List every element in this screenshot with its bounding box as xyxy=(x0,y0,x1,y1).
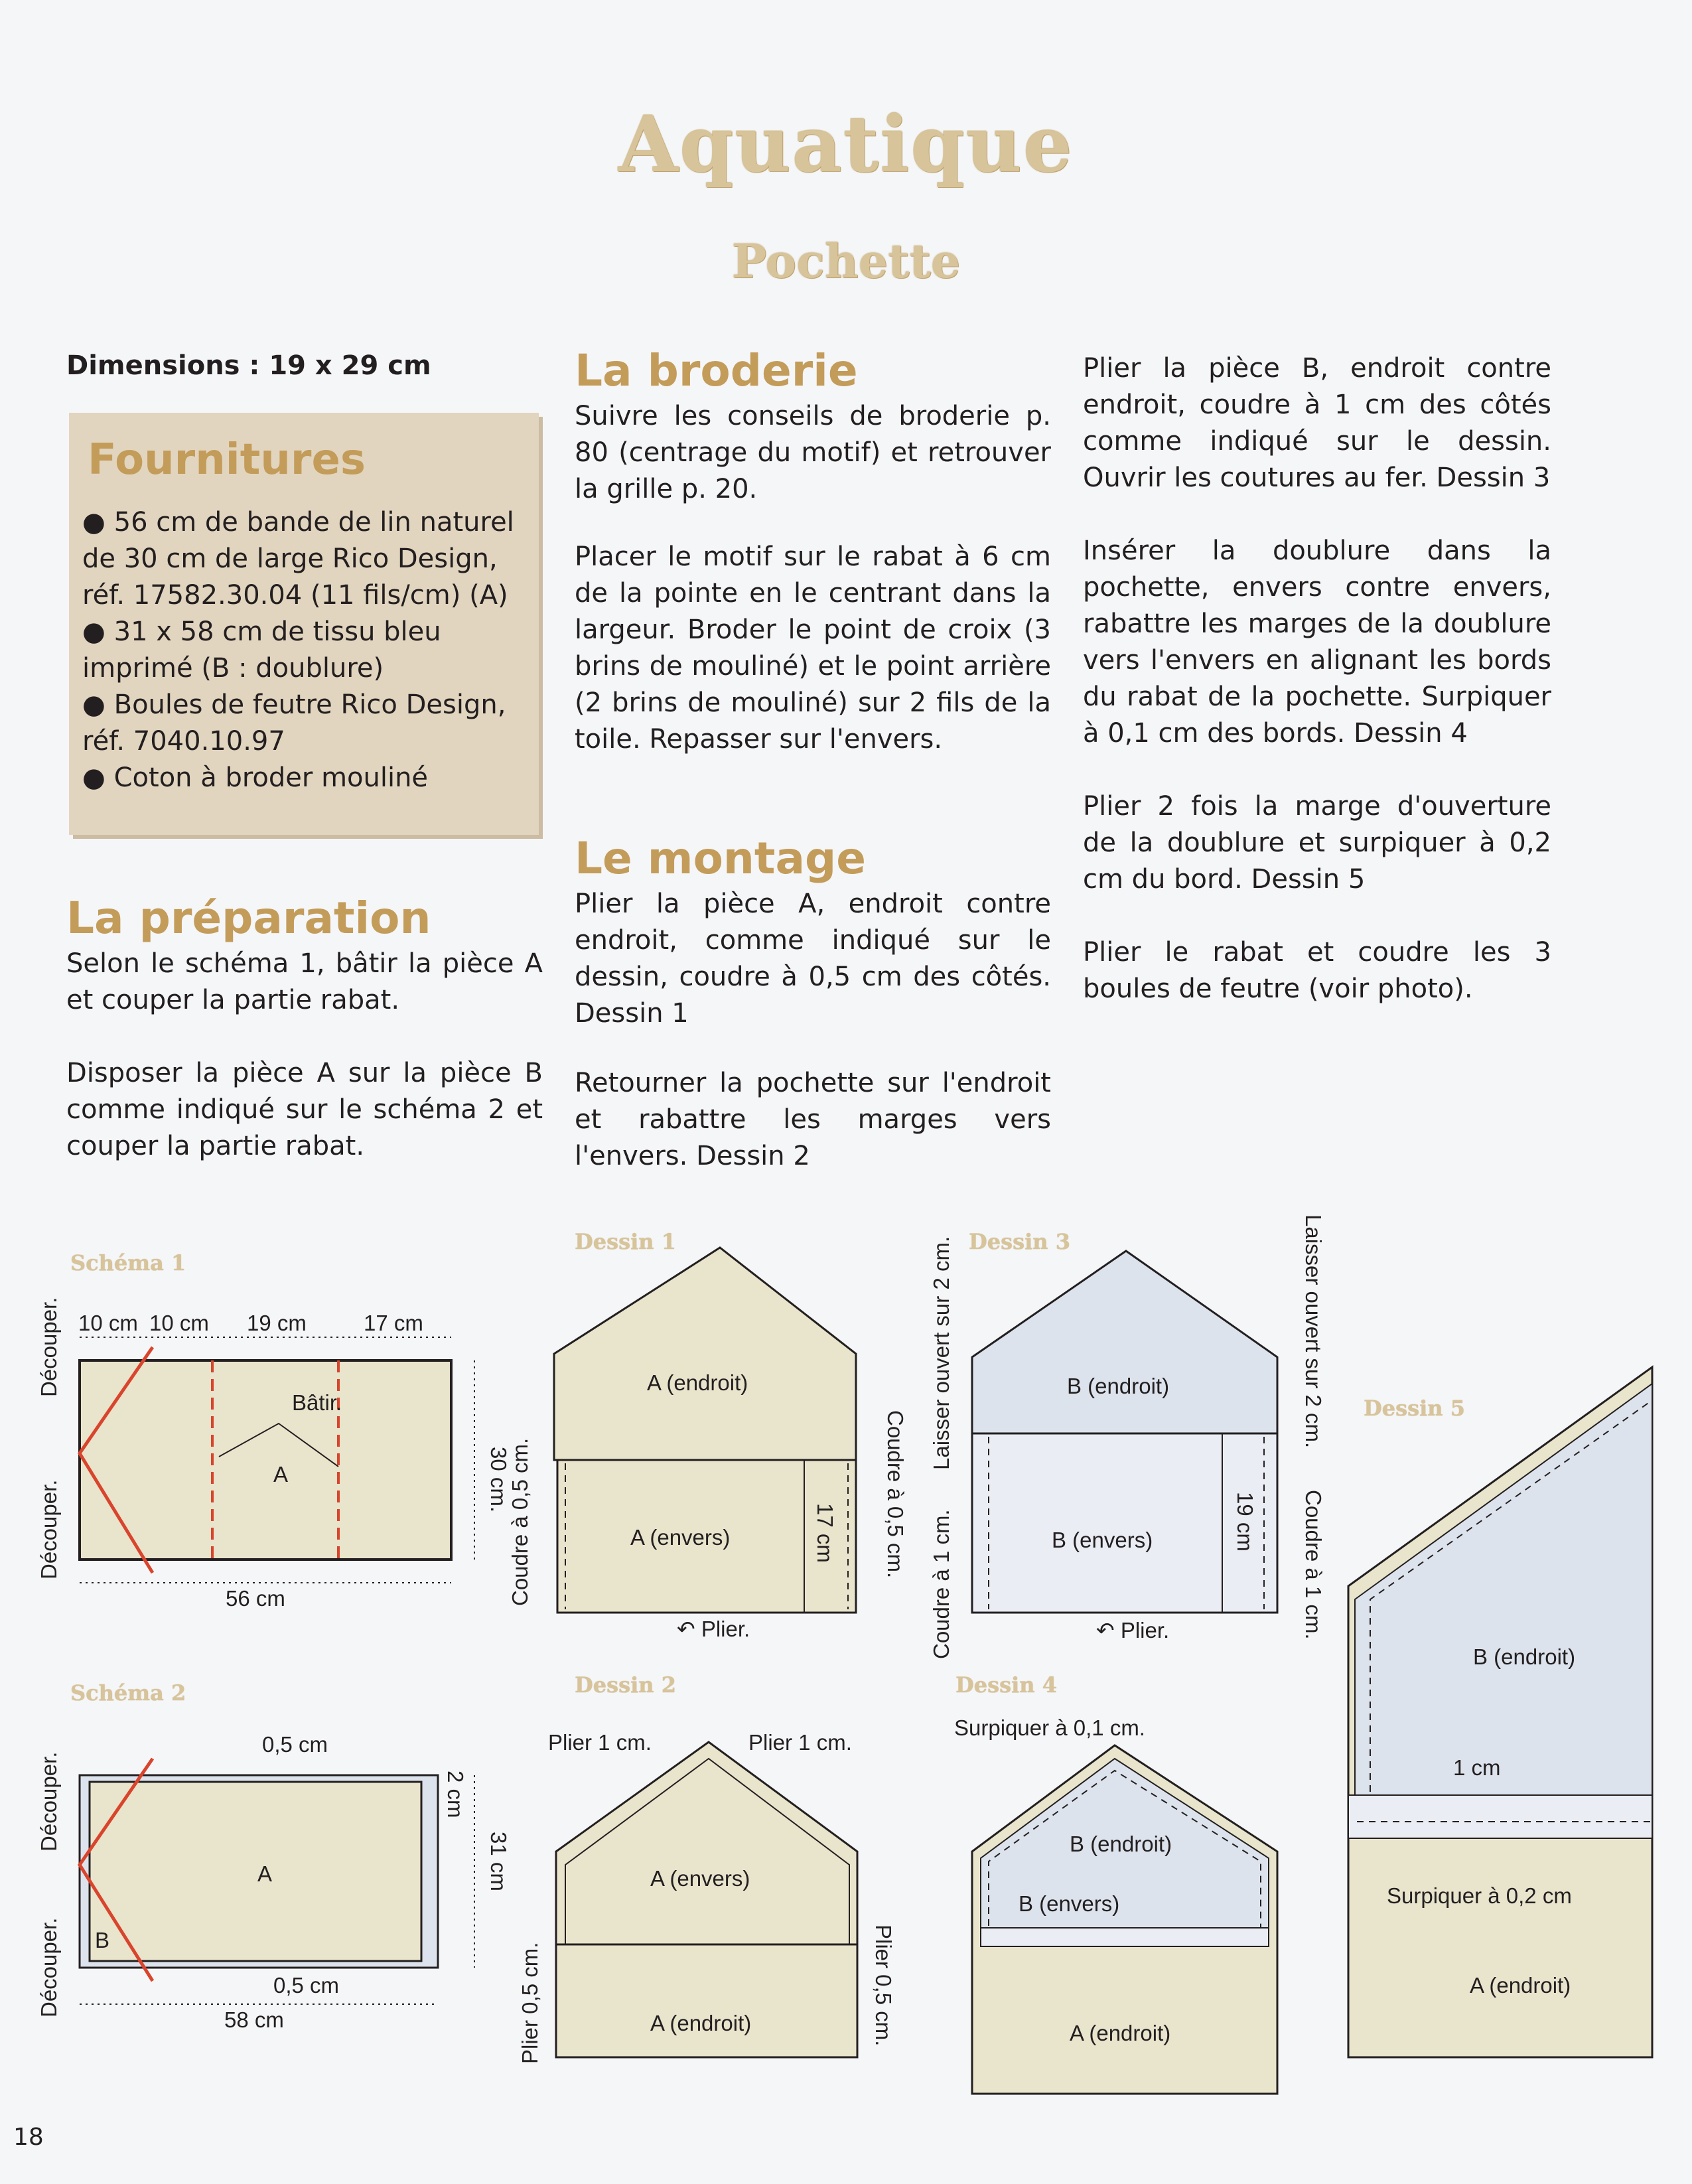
dessin3-title: Dessin 3 xyxy=(969,1229,1070,1254)
schema1-m1: 10 cm xyxy=(78,1311,138,1335)
schema2-height: 31 cm xyxy=(486,1832,511,1891)
schema1-m2: 10 cm xyxy=(149,1311,209,1335)
schema1-piece: A xyxy=(273,1462,289,1487)
fournitures-heading: Fournitures xyxy=(88,435,366,484)
dessin5-title: Dessin 5 xyxy=(1364,1396,1465,1421)
preparation-p2: Disposer la pièce A sur la pièce B comme indiqué sur le schéma 2 et couper la partie rabat. xyxy=(66,1058,543,1161)
dessin4-b-endroit: B (endroit) xyxy=(1070,1832,1172,1856)
schema2-top: 0,5 cm xyxy=(262,1732,328,1757)
dessin2-fold-left: Plier 0,5 cm. xyxy=(518,1942,542,2064)
dessin1-title: Dessin 1 xyxy=(575,1229,676,1254)
dessin5-diagram xyxy=(1348,1367,1652,2057)
dessin2-diagram xyxy=(556,1742,857,2057)
dessin1-envers: A (envers) xyxy=(630,1525,731,1550)
schema2-title: Schéma 2 xyxy=(70,1680,186,1706)
preparation-heading: La préparation xyxy=(66,893,431,944)
schema1-width: 56 cm xyxy=(226,1586,285,1611)
schema2-pieceA: A xyxy=(257,1861,273,1886)
dessin3-endroit: B (endroit) xyxy=(1067,1374,1170,1398)
col3-p4: Plier le rabat et coudre les 3 boules de feutre (voir photo). xyxy=(1083,937,1551,1004)
dessin5-b-endroit: B (endroit) xyxy=(1473,1644,1576,1669)
montage-p1: Plier la pièce A, endroit contre endroit, comme indiqué sur le dessin, coudre à 0,5 cm des côtés. Dessin 1 xyxy=(575,889,1051,1029)
page-title: Aquatique xyxy=(618,100,1074,190)
schema2-cut-bottom: Découper. xyxy=(36,1917,61,2017)
dessin4-b-envers: B (envers) xyxy=(1019,1891,1120,1916)
dessin4-a-endroit: A (endroit) xyxy=(1070,2021,1171,2045)
col3-p3: Plier 2 fois la marge d'ouverture de la doublure et surpiquer à 0,2 cm du bord. Dessin 5 xyxy=(1083,791,1551,895)
dessin2-envers: A (envers) xyxy=(650,1866,750,1891)
dessin2-title: Dessin 2 xyxy=(575,1672,676,1698)
dessin1-sew-left: Coudre à 0,5 cm. xyxy=(508,1437,532,1606)
dessin3-diagram xyxy=(972,1251,1277,1613)
fourniture-item: ● 56 cm de bande de lin naturel de 30 cm de large Rico Design, réf. 17582.30.04 (11 fils/cm) (A) xyxy=(82,507,514,611)
dessin3-open-left: Laisser ouvert sur 2 cm. xyxy=(929,1236,953,1470)
schema1-cut-bottom: Découper. xyxy=(36,1479,61,1579)
schema2-pieceB: B xyxy=(95,1928,110,1952)
schema2-width: 58 cm xyxy=(224,2007,284,2032)
fourniture-item: ● Boules de feutre Rico Design, réf. 7040.10.97 xyxy=(82,690,506,757)
schema1-diagram xyxy=(80,1337,474,1583)
schema1-m3: 19 cm xyxy=(247,1311,307,1335)
dessin4-title: Dessin 4 xyxy=(955,1672,1057,1698)
preparation-p1: Selon le schéma 1, bâtir la pièce A et couper la partie rabat. xyxy=(66,948,543,1015)
page-number: 18 xyxy=(13,2124,44,2151)
broderie-heading: La broderie xyxy=(575,345,858,396)
col3-p2: Insérer la doublure dans la pochette, envers contre envers, rabattre les marges de la doublure vers l'envers en alignant les bords du rabat de la pochette. Surpiquer à 0,1 cm des bords. Dessin 4 xyxy=(1083,536,1551,749)
schema2-bottom: 0,5 cm xyxy=(273,1973,340,1998)
page-subtitle: Pochette xyxy=(731,234,961,289)
dessin4-surpiquer: Surpiquer à 0,1 cm. xyxy=(954,1715,1145,1740)
dessin5-a-endroit: A (endroit) xyxy=(1470,1973,1571,1998)
schema2-side: 2 cm xyxy=(443,1771,468,1818)
dessin1-diagram xyxy=(554,1248,856,1613)
dessin2-fold-right: Plier 0,5 cm. xyxy=(871,1925,896,2047)
dessin1-endroit: A (endroit) xyxy=(647,1370,748,1395)
dessin3-envers: B (envers) xyxy=(1052,1528,1153,1552)
dessin3-fold: ↶ Plier. xyxy=(1096,1618,1170,1642)
schema1-baste: Bâtir. xyxy=(292,1390,342,1415)
dessin5-cm: 1 cm xyxy=(1453,1755,1501,1780)
dessin3-open-right: Laisser ouvert sur 2 cm. xyxy=(1301,1214,1326,1449)
dessin1-fold: ↶ Plier. xyxy=(677,1617,750,1641)
schema1-title: Schéma 1 xyxy=(70,1250,186,1275)
dessin3-sew-left: Coudre à 1 cm. xyxy=(929,1509,953,1659)
dessin1-sew-right: Coudre à 0,5 cm. xyxy=(883,1410,908,1579)
col3-p1: Plier la pièce B, endroit contre endroit, coudre à 1 cm des côtés comme indiqué sur le dessin. Ouvrir les coutures au fer. Dessin 3 xyxy=(1083,353,1551,493)
dessin2-fold-tr: Plier 1 cm. xyxy=(748,1730,852,1755)
dessin3-sew-right: Coudre à 1 cm. xyxy=(1301,1490,1326,1640)
broderie-p1: Suivre les conseils de broderie p. 80 (centrage du motif) et retrouver la grille p. 20. xyxy=(575,401,1051,504)
schema1-cut-top: Découper. xyxy=(36,1297,61,1397)
dimensions: Dimensions : 19 x 29 cm xyxy=(66,350,431,381)
schema2-diagram xyxy=(80,1759,474,2004)
schema1-m4: 17 cm xyxy=(364,1311,423,1335)
dessin2-fold-tl: Plier 1 cm. xyxy=(548,1730,652,1755)
montage-heading: Le montage xyxy=(575,833,866,884)
montage-p2: Retourner la pochette sur l'endroit et rabattre les marges vers l'envers. Dessin 2 xyxy=(575,1068,1051,1171)
fourniture-item: ● 31 x 58 cm de tissu bleu imprimé (B : doublure) xyxy=(82,617,441,684)
dessin1-height: 17 cm xyxy=(813,1503,837,1563)
dessin2-endroit: A (endroit) xyxy=(650,2011,752,2035)
dessin3-height: 19 cm xyxy=(1233,1492,1257,1552)
schema2-cut-top: Découper. xyxy=(36,1751,61,1852)
fourniture-item: ● Coton à broder mouliné xyxy=(82,763,429,793)
dessin5-surpiquer: Surpiquer à 0,2 cm xyxy=(1387,1883,1572,1908)
schema1-height: 30 cm. xyxy=(486,1447,511,1513)
broderie-p2: Placer le motif sur le rabat à 6 cm de la pointe en le centrant dans la largeur. Broder le point de croix (3 brins de mouliné) et le point arrière (2 brins de mouliné) sur 2 fils de la toile. Repasser sur l'envers. xyxy=(575,542,1051,755)
